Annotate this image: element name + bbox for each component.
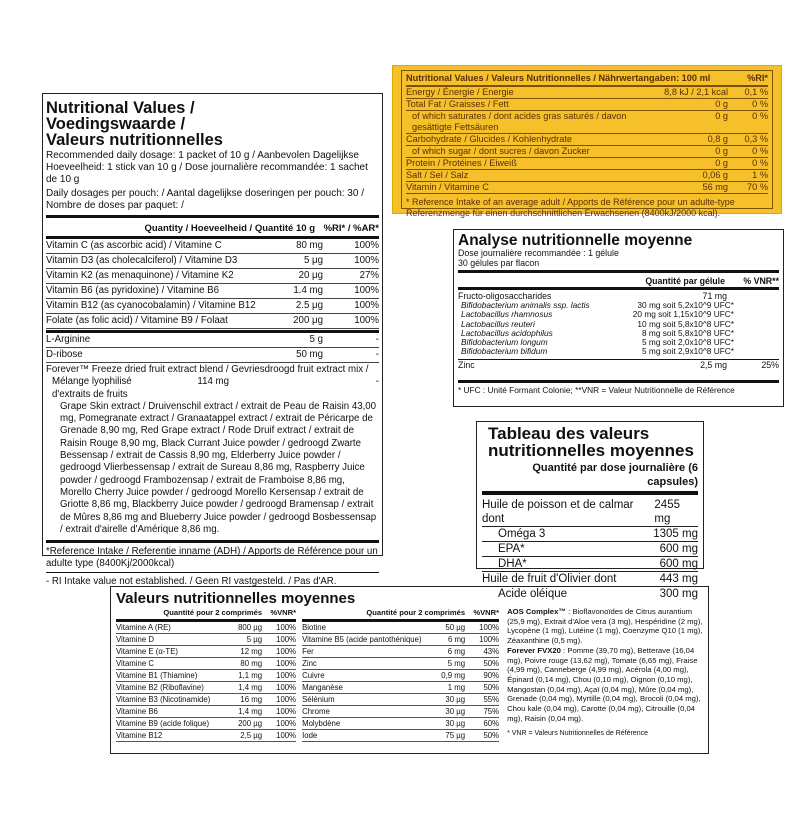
nutrient-value: 0 g — [715, 158, 728, 168]
bacteria-qty: 8 mg soit 5,8x10^8 UFC* — [642, 327, 734, 338]
nutrient-ri: 0 % — [752, 99, 768, 109]
nutrient-vnr: 100% — [276, 671, 297, 680]
nutrient-name: Iode — [302, 731, 318, 740]
nutrient-qty: 1 mg — [447, 683, 466, 692]
table-row — [482, 542, 698, 557]
nutrient-ri: 70 % — [747, 182, 768, 192]
table-row — [116, 670, 296, 682]
panel3-footnote: * UFC : Unité Formant Colonie; **VNR = Valeur Nutritionnelle de Référence — [458, 384, 735, 395]
bacteria-qty: 30 mg soit 5,2x10^9 UFC* — [637, 300, 734, 310]
nutrient-vnr: 50% — [483, 731, 500, 740]
table-row — [406, 170, 768, 182]
bacteria-qty: 10 mg soit 5,8x10^8 UFC* — [637, 318, 734, 329]
nutrient-name: Vitamin / Vitamine C — [406, 182, 489, 192]
nutrient-name: Chrome — [302, 707, 330, 716]
nutrient-value: 0 g — [715, 111, 728, 121]
table-row — [116, 646, 296, 658]
nutrient-qty: 800 µg — [238, 623, 263, 632]
nutrient-qty: 30 µg — [445, 707, 466, 716]
table-row — [482, 527, 698, 542]
component-name: Huile de poisson et de calmar dont — [482, 499, 634, 525]
nutrient-ri: - — [327, 348, 379, 363]
bacteria-qty: 5 mg soit 2,9x10^8 UFC* — [642, 346, 734, 357]
nutrient-qty: 0,9 mg — [441, 671, 466, 680]
table-row — [482, 572, 698, 587]
nutrient-name: Vitamin K2 (as menaquinone) / Vitamine K2 — [46, 269, 257, 284]
nutrient-qty: 2,5 µg — [240, 731, 263, 740]
nutrient-name: Vitamine B6 — [116, 707, 158, 716]
nutrient-ri: 0,1 % — [744, 87, 768, 97]
nutrient-name: Folate (as folic acid) / Vitamine B9 / Folaat — [46, 314, 257, 329]
panel3-bacteria-list — [458, 301, 779, 357]
nutrient-ri: 100% — [327, 284, 379, 299]
component-value: 2455 mg — [654, 499, 680, 525]
bacteria-name: Lactobacillus reuteri — [461, 318, 535, 329]
nutrient-name: of which sugar / dont sucres / davon Zucker — [412, 146, 590, 156]
nutrient-name: Vitamine B1 (Thiamine) — [116, 671, 198, 680]
nutrient-vnr: 75% — [483, 707, 500, 716]
nutrient-ri: 100% — [327, 239, 379, 254]
panel5-right-table: Quantité pour 2 comprimés %VNR* Biotine 50 µg 100% Vitamine B5 (acide pantothénique) 6 mg 100% Fer 6 mg 43% Zinc 5 mg 50% Cuivre 0,9 mg 90% Manganèse 1 mg 50% Sélénium 30 µg 55% Chrome 30 µg 75% Molybdène 30 µg 60% Iode 75 µg 50% — [302, 608, 500, 740]
aos-complex-label: AOS Complex™ — [507, 607, 567, 616]
nutrient-vnr: 100% — [479, 623, 500, 632]
component-name: Acide oléique — [498, 588, 568, 600]
panel4-subtitle: Quantité par dose journalière (6 capsules) — [532, 462, 698, 488]
panel3-title: Analyse nutritionnelle moyenne — [458, 232, 693, 249]
nutrient-vnr: 50% — [483, 683, 500, 692]
table-row — [406, 158, 768, 170]
table-row — [46, 348, 379, 363]
panel1-footnote-not-established: - RI Intake value not established. / Geen RI vastgesteld. / Pas d'AR. — [46, 576, 337, 588]
nutrient-qty: 2.5 μg — [257, 299, 327, 314]
blend-ri: - — [375, 376, 379, 388]
nutrient-vnr: 55% — [483, 695, 500, 704]
nutrient-qty: 1,1 mg — [238, 671, 263, 680]
component-name: Huile de fruit d'Olivier dont — [482, 573, 617, 585]
panel1-blend-detail: Grape Skin extract / Druivenschil extract / extrait de Peau de Raisin 43,00 mg, Pomegranate extract / Granaatappel extract / extrait de Péricarpe de Grenade 8,90 mg, Red Grape extract / Rode Druif extract / extrait de Raisin Rouge 8,90 mg, Black Currant Juice powder / gedroogd Zwarte Bessensap / extrait de Cassis 8,90 mg, Elderberry Juice powder / gedroogd Vlierbessensap / extrait de Sureau 8,86 mg, Raspberry Juice powder / gedroogd Frambozensap / extrait de Framboise 8,86 mg, Morello Cherry Juice powder / gedroogd Morello Kersensap / extrait de Griotte 8,86 mg, Blackberry Juice powder / gedroogd Bramensap / extrait de Mûres 8,86 mg and Blueberry Juice powder / gedroogd Bosbessensap / extrait d'airelle d'Amérique 8,86 mg. — [60, 400, 377, 535]
bacteria-name: Bifidobacterium longum — [461, 337, 548, 348]
nutrient-vnr: 100% — [276, 683, 297, 692]
nutrient-name: Vitamine B12 — [116, 731, 163, 740]
table-row — [302, 682, 499, 694]
nutrient-ri: 27% — [327, 269, 379, 284]
nutrient-qty: 80 mg — [257, 239, 327, 254]
nutrition-panel-omega — [476, 421, 704, 600]
nutrient-name: Biotine — [302, 623, 326, 632]
table-row — [302, 730, 499, 742]
table-row — [302, 622, 499, 634]
nutrient-name: Zinc — [302, 659, 317, 668]
nutrient-name: Vitamine E (α-TE) — [116, 647, 178, 656]
component-value: 1305 mg — [653, 528, 698, 540]
nutrient-qty: 5 g — [257, 333, 327, 348]
nutrient-name: Vitamine B2 (Riboflavine) — [116, 683, 204, 692]
component-name: DHA* — [498, 558, 527, 570]
nutrient-ri: 0 % — [752, 111, 768, 121]
panel1-column-header: Quantity / Hoeveelheid / Quantité 10 g %RI* / %AR* — [144, 223, 379, 234]
table-row — [406, 111, 768, 134]
nutrient-name: Manganèse — [302, 683, 343, 692]
table-row — [406, 146, 768, 158]
nutrient-qty: 5 µg — [246, 635, 263, 644]
panel1-other-table — [46, 333, 379, 363]
nutrient-qty: 6 mg — [447, 635, 466, 644]
nutrient-name: Vitamine A (RE) — [116, 623, 171, 632]
table-row — [46, 254, 379, 269]
nutrient-qty: 30 µg — [445, 695, 466, 704]
nutrient-vnr: 100% — [276, 719, 297, 728]
table-row — [482, 498, 698, 527]
nutrient-qty: 5 mg — [447, 659, 466, 668]
nutrient-qty: 50 mg — [257, 348, 327, 363]
nutrient-value: 0,06 g — [702, 170, 728, 180]
nutrient-qty: 1,4 mg — [238, 683, 263, 692]
table-row — [302, 670, 499, 682]
table-row — [46, 299, 379, 314]
table-row — [46, 284, 379, 299]
nutrient-ri: 100% — [327, 314, 379, 329]
nutrient-name: Vitamin B6 (as pyridoxine) / Vitamine B6 — [46, 284, 257, 299]
nutrient-ri: 0 % — [752, 158, 768, 168]
nutrient-vnr: 100% — [276, 635, 297, 644]
nutrient-vnr: 60% — [483, 719, 500, 728]
nutrient-value: 56 mg — [702, 182, 728, 192]
nutrient-name: Vitamine B9 (acide folique) — [116, 719, 210, 728]
table-row — [116, 658, 296, 670]
panel5-left-table: Quantité pour 2 comprimés %VNR* Vitamine A (RE) 800 µg 100% Vitamine D 5 µg 100% Vitamine E (α-TE) 12 mg 100% Vitamine C 80 mg 100% Vitamine B1 (Thiamine) 1,1 mg 100% Vitamine B2 (Riboflavine) 1,4 mg 100% Vitamine B3 (Nicotinamide) 16 mg 100% Vitamine B6 1,4 mg 100% Vitamine B9 (acide folique) 200 µg 100% Vitamine B12 2,5 µg 100% — [116, 608, 297, 740]
panel1-vitamin-table — [46, 239, 379, 329]
table-row — [302, 718, 499, 730]
panel3-column-header: Quantité par gélule % VNR** — [645, 276, 779, 286]
nutrient-value: 0 g — [715, 146, 728, 156]
nutrient-qty: 1,4 mg — [238, 707, 263, 716]
nutrition-panel-forever-vitamins — [42, 93, 383, 588]
nutrient-qty: 200 μg — [257, 314, 327, 329]
panel3-dose: Dose journalière recommandée : 1 gélule — [458, 248, 619, 258]
nutrient-ri: - — [327, 333, 379, 348]
nutrient-vnr: 50% — [483, 659, 500, 668]
list-item — [458, 347, 779, 356]
table-row — [116, 730, 296, 742]
table-row — [46, 269, 379, 284]
nutrient-qty: 30 µg — [445, 719, 466, 728]
bacteria-name: Lactobacillus rhamnosus — [461, 309, 553, 320]
panel2-header: Nutritional Values / Valeurs Nutritionnelles / Nährwertangaben: 100 ml %RI* — [406, 73, 768, 87]
nutrient-name: L-Arginine — [46, 333, 257, 348]
nutrient-qty: 16 mg — [240, 695, 263, 704]
table-row — [116, 622, 296, 634]
component-value: 600 mg — [659, 558, 698, 570]
panel2-rows — [406, 87, 768, 194]
nutrient-name: Total Fat / Graisses / Fett — [406, 99, 509, 109]
nutrient-name: Vitamine C — [116, 659, 154, 668]
table-row — [406, 87, 768, 99]
nutrient-name: Energy / Énergie / Energie — [406, 87, 514, 97]
table-row — [116, 718, 296, 730]
nutrient-ri: 0 % — [752, 146, 768, 156]
nutrient-name: of which saturates / dont acides gras saturés / davon gesättigte Fettsäuren — [412, 111, 627, 132]
bacteria-name: Lactobacillus acidophilus — [461, 327, 553, 338]
nutrient-name: Vitamine D — [116, 635, 154, 644]
panel2-reference-note: * Reference Intake of an average adult / Apports de Référence pour un adulte-type Referenzmenge für einen durchschnittlichen Erwachsenen (8400kJ/2000 kcal). — [406, 197, 735, 218]
zinc-row: Zinc 2,5 mg 25% — [458, 359, 779, 370]
nutrient-qty: 75 µg — [445, 731, 466, 740]
table-row — [302, 694, 499, 706]
bacteria-name: Bifidobacterium bifidum — [461, 346, 548, 357]
nutrient-name: Vitamin D3 (as cholecalciferol) / Vitamine D3 — [46, 254, 257, 269]
nutrient-name: Sélénium — [302, 695, 335, 704]
table-row — [46, 314, 379, 329]
nutrient-name: Salt / Sel / Salz — [406, 170, 469, 180]
nutrient-qty: 1.4 mg — [257, 284, 327, 299]
nutrient-qty: 200 µg — [238, 719, 263, 728]
bacteria-qty: 20 mg soit 1,15x10^9 UFC* — [632, 309, 734, 320]
nutrient-vnr: 90% — [483, 671, 500, 680]
nutrition-panel-multivitamin — [110, 586, 709, 754]
nutrient-ri: 100% — [327, 299, 379, 314]
table-row — [116, 694, 296, 706]
nutrient-name: D-ribose — [46, 348, 257, 363]
nutrient-value: 8,8 kJ / 2,1 kcal — [664, 87, 728, 97]
fos-row: Fructo-oligosaccharides 71 mg — [458, 291, 727, 301]
nutrient-qty: 12 mg — [240, 647, 263, 656]
nutrient-name: Fer — [302, 647, 314, 656]
table-row — [302, 646, 499, 658]
table-row — [46, 239, 379, 254]
table-row — [302, 706, 499, 718]
nutrient-qty: 6 mg — [447, 647, 466, 656]
panel3-count: 30 gélules par flacon — [458, 258, 540, 268]
table-row — [482, 557, 698, 572]
table-row — [302, 658, 499, 670]
panel1-dosage: Recommended daily dosage: 1 packet of 10 g / Aanbevolen Dagelijkse Hoeveelheid: 1 stick van 10 g / Dose journalière recommandée: 1 sachet de 10 g — [46, 150, 368, 185]
panel1-fruit-blend: Forever™ Freeze dried fruit extract blend / Gevriesdroogd fruit extract mix / Mélange lyophilisé d'extraits de fruits 114 mg - Grape Skin extract / Druivenschil extract / extrait de Peau de Raisin 43,00 mg, Pomegranate extract / Granaatappel extract / extrait de Péricarpe de Grenade 8,90 mg, Red Grape extract / Rode Druif extract / extrait de Raisin Rouge 8,90 mg, Black Currant Juice powder / gedroogd Zwarte Bessensap / extrait de Cassis 8,90 mg, Elderberry Juice powder / gedroogd Vlierbessensap / extrait de Sureau 8,86 mg, Raspberry Juice powder / gedroogd Frambozensap / extrait de Framboise 8,86 mg, Morello Cherry Juice powder / gedroogd Morello Kersensap / extrait de Griotte 8,86 mg, Blackberry Juice powder / gedroogd Bramensap / extrait de Mûres 8,86 mg and Blueberry Juice powder / gedroogd Bosbessensap / extrait d'airelle d'Amérique 8,86 mg. — [46, 364, 379, 535]
panel4-title: Tableau des valeurs nutritionnelles moyennes — [488, 424, 694, 460]
nutrition-panel-probiotic — [453, 229, 784, 407]
nutrient-qty: 50 µg — [445, 623, 466, 632]
nutrient-qty: 20 μg — [257, 269, 327, 284]
table-row — [116, 706, 296, 718]
table-row — [406, 99, 768, 111]
nutrient-name: Vitamine B5 (acide pantothénique) — [302, 635, 422, 644]
component-name: Oméga 3 — [498, 528, 546, 540]
component-value: 600 mg — [659, 543, 698, 555]
nutrient-ri: 100% — [327, 254, 379, 269]
component-name: EPA* — [498, 543, 525, 555]
nutrient-name: Vitamin C (as ascorbic acid) / Vitamine C — [46, 239, 257, 254]
nutrient-vnr: 100% — [276, 731, 297, 740]
nutrient-vnr: 100% — [276, 695, 297, 704]
table-row — [406, 182, 768, 194]
nutrient-name: Cuivre — [302, 671, 325, 680]
panel1-footnote-ri: *Reference Intake / Referentie inname (ADH) / Apports de Référence pour un adulte type (8400Kj/2000kcal) — [46, 546, 378, 570]
component-value: 443 mg — [659, 573, 698, 585]
panel5-vnr-note: * VNR = Valeurs Nutritionnelles de Référence — [507, 730, 648, 738]
nutrient-value: 0,8 g — [707, 134, 728, 144]
bacteria-qty: 5 mg soit 2,0x10^8 UFC* — [642, 337, 734, 348]
nutrient-vnr: 100% — [479, 635, 500, 644]
nutrient-name: Vitamin B12 (as cyanocobalamin) / Vitamine B12 — [46, 299, 257, 314]
nutrient-qty: 80 mg — [240, 659, 263, 668]
bacteria-name: Bifidobacterium animalis ssp. lactis — [461, 300, 590, 310]
nutrient-ri: 1 % — [752, 170, 768, 180]
panel5-title: Valeurs nutritionnelles moyennes — [116, 590, 356, 607]
nutrient-vnr: 100% — [276, 647, 297, 656]
nutrient-vnr: 100% — [276, 707, 297, 716]
table-row — [302, 634, 499, 646]
table-row — [46, 333, 379, 348]
blend-qty: 114 mg — [197, 376, 229, 388]
table-row — [406, 134, 768, 146]
component-value: 300 mg — [659, 588, 698, 600]
panel1-per-pouch: Daily dosages per pouch: / Aantal dagelijkse doseringen per pouch: 30 / Nombre de doses par paquet: / — [46, 188, 364, 211]
nutrient-vnr: 100% — [276, 659, 297, 668]
table-row — [116, 682, 296, 694]
nutrient-name: Vitamine B3 (Nicotinamide) — [116, 695, 211, 704]
fvx20-label: Forever FVX20 — [507, 645, 561, 655]
nutrient-ri: 0,3 % — [744, 134, 768, 144]
panel5-ingredients-note: AOS Complex™ : Bioflavonoïdes de Citrus aurantium (25,9 mg), Extrait d'Aloe vera (3 mg), Hespéridine (2 mg), Lycopène (1 mg), Lutéine (1 mg), Coenzyme Q10 (1 mg), Zéaxanthine (0,5 mg). Forever FVX20 : Pomme (39,70 mg), Betterave (16,04 mg), Poivre rouge (13,62 mg), Tomate (6,65 mg), Fraise (4,99 mg), Canneberge (4,99 mg), Acérola (4,00 mg), Épinard (0,14 mg), Chou (0,10 mg), Oignon (0,10 mg), Mangostan (0,04 mg), Açaï (0,04 mg), Mûre (0,04 mg), Grenade (0,04 mg), Myrtille (0,04 mg), Brocoli (0,04 mg), Chou kale (0,04 mg), Carotte (0,04 mg), Citrouille (0,04 mg), Raisin (0,04 mg). * VNR = Valeurs Nutritionnelles de Référence — [507, 607, 703, 738]
nutrient-name: Molybdène — [302, 719, 341, 728]
nutrition-panel-yellow-drink — [392, 65, 782, 218]
nutrient-name: Carbohydrate / Glucides / Kohlenhydrate — [406, 134, 572, 144]
table-row — [116, 634, 296, 646]
nutrient-name: Protein / Protéines / Eiweiß — [406, 158, 517, 168]
nutrient-value: 0 g — [715, 99, 728, 109]
panel1-title: Nutritional Values / Voedingswaarde / Valeurs nutritionnelles — [46, 99, 223, 149]
nutrient-qty: 5 μg — [257, 254, 327, 269]
nutrient-vnr: 43% — [483, 647, 500, 656]
nutrient-vnr: 100% — [276, 623, 297, 632]
